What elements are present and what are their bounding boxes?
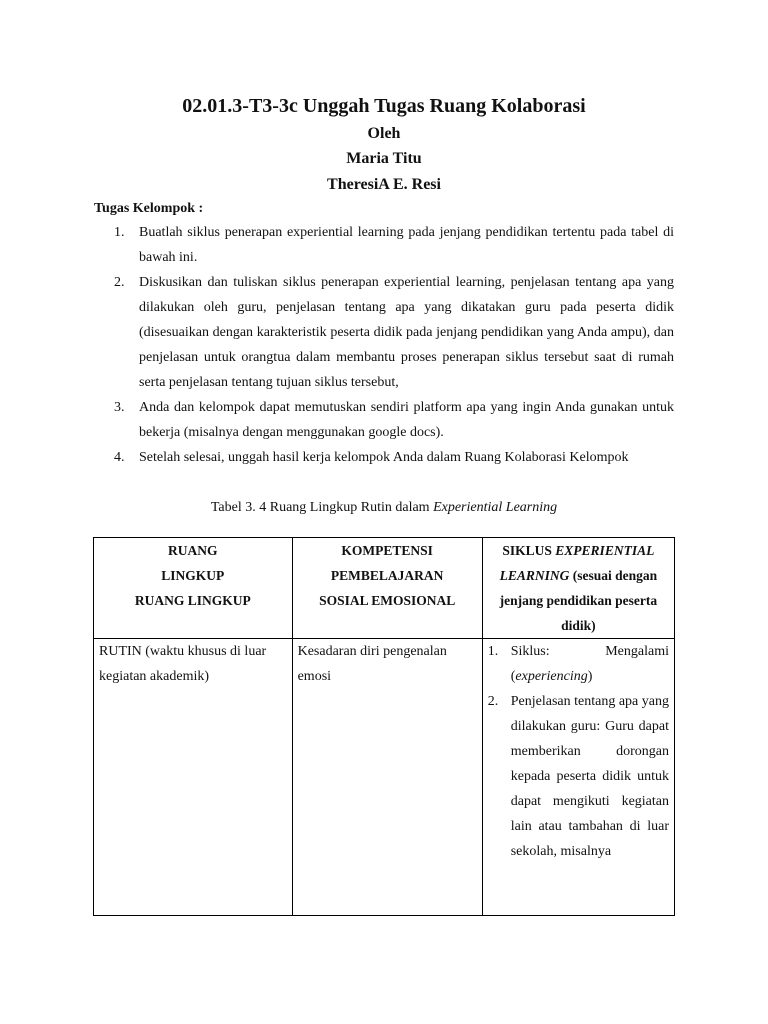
table-header-row [94, 538, 675, 639]
header-line: RUANG [168, 543, 218, 558]
header-line: KOMPETENSI [341, 543, 433, 558]
caption-italic-text: Experiential Learning [433, 500, 558, 515]
list-item [94, 395, 674, 445]
list-item-text: Siklus: Mengalami ( [510, 644, 669, 684]
author-name: TheresiA E. Resi [327, 176, 441, 193]
list-item-text: Setelah selesai, unggah hasil kerja kelompok Anda dalam Ruang Kolaborasi Kelompok [139, 450, 629, 465]
list-item [94, 220, 674, 270]
table-cell-cycle [482, 639, 674, 916]
list-item [488, 639, 669, 689]
list-item-italic-text: experiencing [515, 669, 588, 684]
cycle-list [488, 639, 669, 864]
list-item-text: ) [587, 669, 593, 684]
header-cell-scope [94, 538, 293, 639]
by-label: Oleh [367, 125, 401, 142]
header-line: PEMBELAJARAN [330, 568, 444, 583]
table-caption [0, 497, 768, 519]
table-cell-scope: RUTIN (waktu khusus di luar kegiatan akademik) [94, 639, 293, 916]
section-label: Tugas Kelompok : [94, 201, 204, 216]
header-italic-text: EXPERIENTIAL LEARNING [499, 543, 655, 583]
list-item-text: Diskusikan dan tuliskan siklus penerapan experiential learning, penjelasan tentang apa yang dilakukan oleh guru, penjelasan tentang apa yang dikatakan guru pada peserta didik (disesuaikan dengan karakteristik peserta didik pada jenjang pendidikan yang Anda ampu), dan penjelasan untuk orangtua dalam membantu proses penerapan siklus tersebut saat di rumah serta penjelasan tentang tujuan siklus tersebut, [139, 275, 674, 390]
list-number: 3. [114, 400, 125, 415]
list-number: 2. [487, 694, 499, 709]
table-row [94, 639, 675, 916]
list-item [94, 445, 674, 470]
list-number: 2. [114, 275, 125, 290]
list-number: 1. [487, 644, 499, 659]
task-list [94, 220, 674, 470]
header-line: LINGKUP [161, 568, 225, 583]
list-number: 4. [114, 450, 125, 465]
list-item [94, 270, 674, 395]
table-cell-competency: Kesadaran diri pengenalan emosi [292, 639, 482, 916]
header-text: SIKLUS [502, 543, 556, 558]
list-item [488, 689, 669, 864]
page-title: 02.01.3-T3-3c Unggah Tugas Ruang Kolaborasi [182, 95, 586, 117]
header-cell-cycle [482, 538, 674, 639]
header-text: (sesuai dengan jenjang pendidikan peserta didik) [499, 568, 658, 633]
header-cell-competency [292, 538, 482, 639]
caption-text: Tabel 3. 4 Ruang Lingkup Rutin dalam [210, 500, 434, 515]
list-item-text: Buatlah siklus penerapan experiential learning pada jenjang pendidikan tertentu pada tabel di bawah ini. [139, 225, 674, 265]
header-line: RUANG LINGKUP [134, 593, 251, 608]
routine-scope-table [93, 537, 675, 916]
list-item-text: Anda dan kelompok dapat memutuskan sendiri platform apa yang ingin Anda gunakan untuk bekerja (misalnya dengan menggunakan google docs). [139, 400, 674, 440]
author-name: Maria Titu [346, 150, 422, 167]
list-number: 1. [114, 225, 125, 240]
list-item-text: Penjelasan tentang apa yang dilakukan guru: Guru dapat memberikan dorongan kepada peserta didik untuk dapat mengikuti kegiatan lain atau tambahan di luar sekolah, misalnya [510, 694, 669, 859]
header-line: SOSIAL EMOSIONAL [319, 593, 456, 608]
